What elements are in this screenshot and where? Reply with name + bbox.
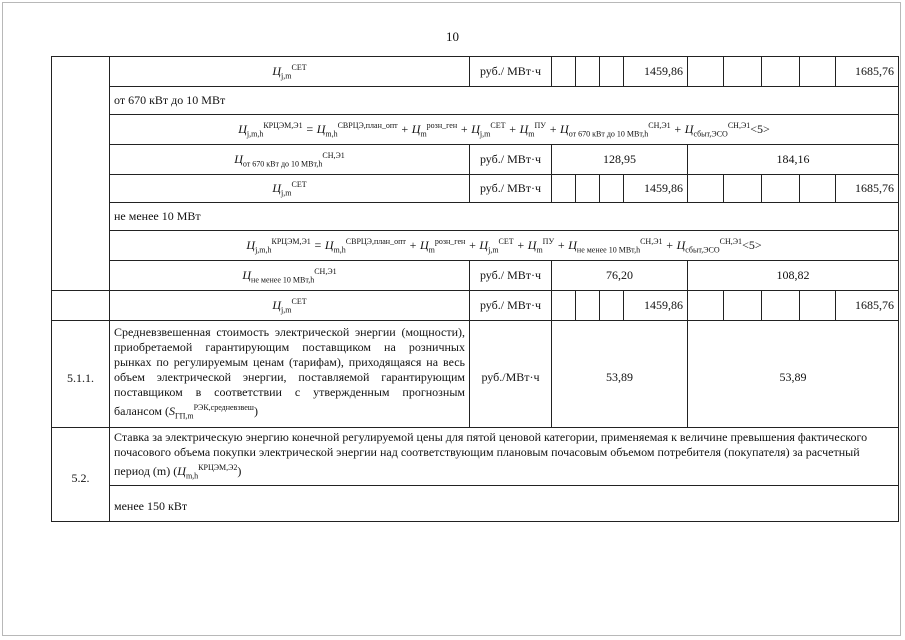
formula-sn1-670: $Ц_{от 670 кВт до 10 МВт,h}^{СН,Э1}$ [110, 145, 470, 175]
table-row: $Ц_{j,m}^{СЕТ}$ руб./ МВт·ч 1459,86 1685,76 [52, 175, 899, 203]
tariff-table [51, 56, 899, 522]
formula-krcem-10: $Ц_{j,m,h}^{КРЦЭМ,Э1} = Ц_{m,h}^{СВРЦЭ,план\_опт} + Ц_m^{розн\_ген} + Ц_{j,m}^{СЕТ} + Ц_m^{ПУ} + Ц_{не менее 10 МВт,h}^{СН,Э1} + Ц_{сбыт,ЭСО}^{СН,Э1}<5>$ [110, 231, 899, 261]
item-description: Средневзвешенная стоимость электрической энергии (мощности), приобретаемой гарантирующим поставщиком на розничных рынках по регулируемым ценам (тарифам), приходящаяся на весь объем электрической энергии, поставляемой гарантирующим поставщиком в соответствии с утвержденным прогнозным балансом $(S_{ГП,m}^{РЭК,средневзвеш})$ [110, 321, 470, 428]
formula-c-set: $Ц_{j,m}^{СЕТ}$ [110, 57, 470, 87]
value-cell: 1685,76 [836, 57, 899, 87]
value-cell: 1685,76 [836, 291, 899, 321]
table-row: $Ц_{от 670 кВт до 10 МВт,h}^{СН,Э1}$ руб./ МВт·ч 128,95 184,16 [52, 145, 899, 175]
formula-row [52, 115, 899, 145]
unit-cell: руб./ МВт·ч [470, 57, 552, 87]
value-cell: 1459,86 [624, 291, 688, 321]
table-row: $Ц_{не менее 10 МВт,h}^{СН,Э1}$ руб./ МВт·ч 76,20 108,82 [52, 261, 899, 291]
section-row [52, 486, 899, 522]
item-number: 5.1.1. [52, 321, 110, 428]
section-label-670: от 670 кВт до 10 МВт [110, 87, 899, 115]
value-cell: 128,95 [552, 145, 688, 175]
value-cell: 1459,86 [624, 57, 688, 87]
page-number: 10 [446, 29, 459, 44]
value-cell: 53,89 [688, 321, 899, 428]
formula-row [52, 231, 899, 261]
value-cell: 76,20 [552, 261, 688, 291]
formula-c-set: $Ц_{j,m}^{СЕТ}$ [110, 175, 470, 203]
table-row [52, 57, 899, 87]
table-row: $Ц_{j,m}^{СЕТ}$ руб./ МВт·ч 1459,86 1685,76 [52, 291, 899, 321]
value-cell: 1459,86 [624, 175, 688, 203]
number-cell [52, 57, 110, 291]
formula-krcem-670: $Ц_{j,m,h}^{КРЦЭМ,Э1} = Ц_{m,h}^{СВРЦЭ,план\_опт} + Ц_m^{розн\_ген} + Ц_{j,m}^{СЕТ} + Ц_m^{ПУ} + Ц_{от 670 кВт до 10 МВт,h}^{СН,Э1} + Ц_{сбыт,ЭСО}^{СН,Э1}<5>$ [110, 115, 899, 145]
item-description: Ставка за электрическую энергию конечной регулируемой цены для пятой ценовой категории, применяемая к величине превышения фактического почасового объема покупки электрической энергии над соответствующим плановым почасовым объемом потребителя (покупателя) за расчетный период (m) $(Ц_{m,h}^{КРЦЭМ,Э2})$ [110, 428, 899, 486]
section-row [52, 203, 899, 231]
formula-c-set: $Ц_{j,m}^{СЕТ}$ [110, 291, 470, 321]
table-row-5-2 [52, 428, 899, 486]
value-cell: 184,16 [688, 145, 899, 175]
section-label-150: менее 150 кВт [110, 486, 899, 522]
formula-sn1-10: $Ц_{не менее 10 МВт,h}^{СН,Э1}$ [110, 261, 470, 291]
value-cell: 53,89 [552, 321, 688, 428]
value-cell: 1685,76 [836, 175, 899, 203]
table-row-5-1-1 [52, 321, 899, 428]
item-number: 5.2. [52, 428, 110, 522]
section-row [52, 87, 899, 115]
value-cell: 108,82 [688, 261, 899, 291]
section-label-10: не менее 10 МВт [110, 203, 899, 231]
unit-cell: руб./МВт·ч [470, 321, 552, 428]
